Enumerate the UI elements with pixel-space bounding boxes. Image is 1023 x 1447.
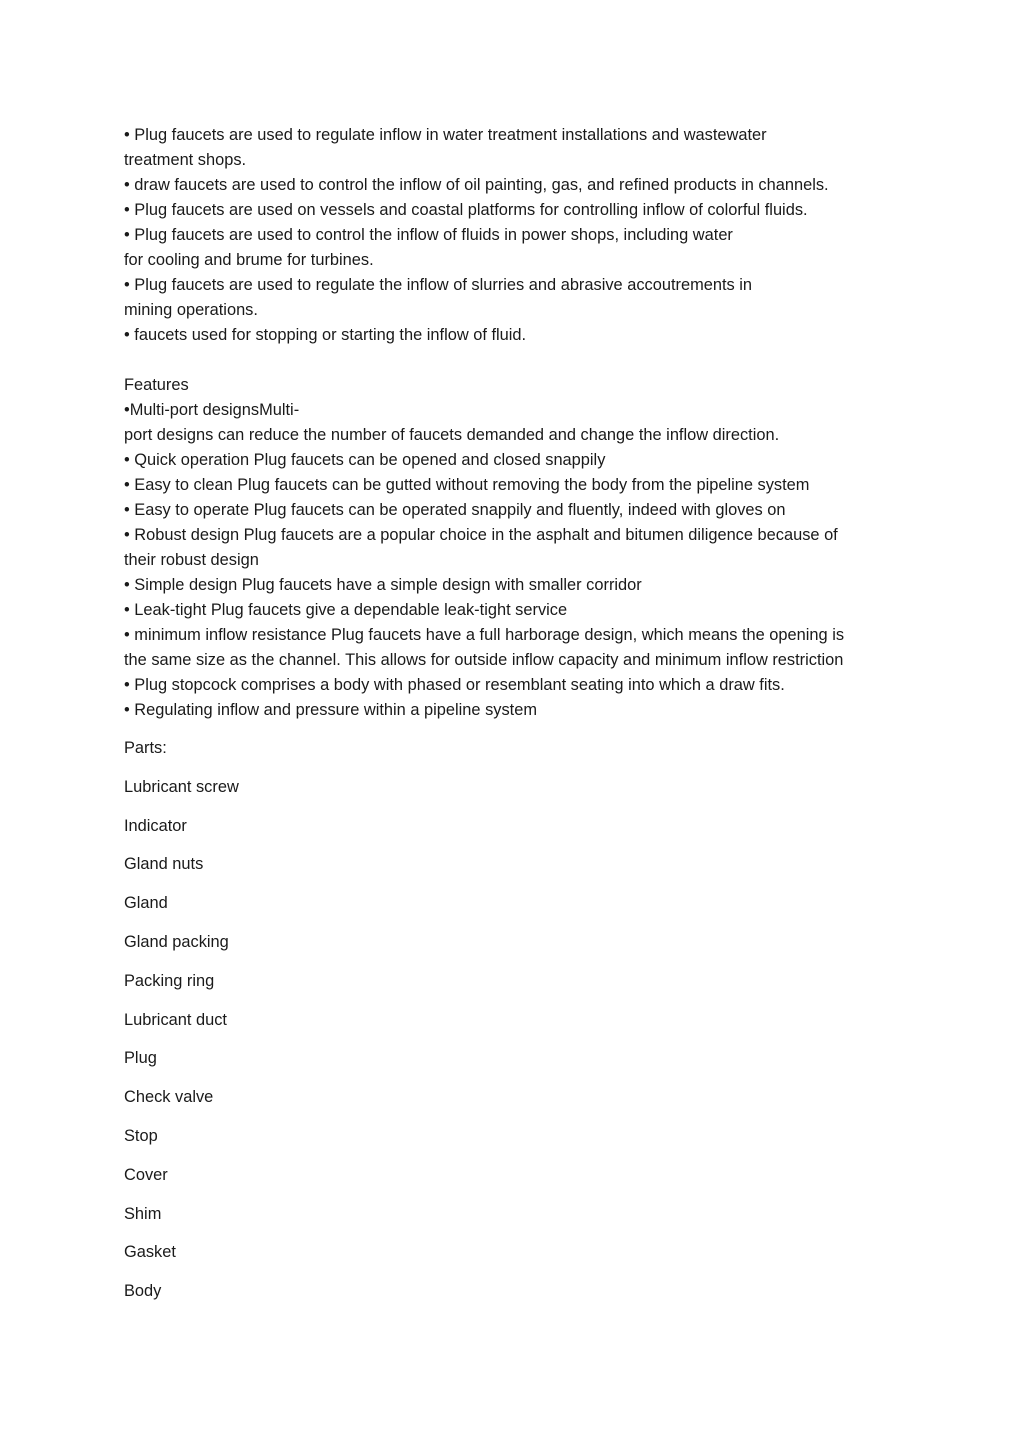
part-item: Body xyxy=(124,1282,162,1301)
part-item: Shim xyxy=(124,1204,162,1223)
parts-heading: Parts: xyxy=(124,739,167,757)
uses-line: treatment shops. xyxy=(124,151,247,169)
part-item: Plug xyxy=(124,1049,157,1068)
feature-line: • Plug stopcock comprises a body with phased or resemblant seating into which a draw fits. xyxy=(124,676,785,694)
part-item: Indicator xyxy=(124,816,187,835)
parts-section xyxy=(124,736,904,1304)
document-page xyxy=(124,123,904,1304)
part-item: Lubricant duct xyxy=(124,1010,227,1029)
features-section xyxy=(124,373,904,723)
uses-line: • draw faucets are used to control the inflow of oil painting, gas, and refined products in channels. xyxy=(124,176,829,194)
feature-line: • Easy to operate Plug faucets can be operated snappily and fluently, indeed with gloves on xyxy=(124,501,786,519)
part-item: Gland xyxy=(124,894,168,913)
feature-line: • Robust design Plug faucets are a popular choice in the asphalt and bitumen diligence because of xyxy=(124,526,838,544)
part-item: Packing ring xyxy=(124,971,215,990)
uses-line: • faucets used for stopping or starting the inflow of fluid. xyxy=(124,326,527,344)
uses-line: • Plug faucets are used to regulate inflow in water treatment installations and wastewater xyxy=(124,126,767,144)
feature-line: • Simple design Plug faucets have a simple design with smaller corridor xyxy=(124,576,642,594)
uses-line: mining operations. xyxy=(124,301,258,319)
part-item: Lubricant screw xyxy=(124,777,239,796)
paragraph-gap xyxy=(124,348,904,373)
part-item: Gland packing xyxy=(124,932,229,951)
feature-line: • Leak-tight Plug faucets give a dependable leak-tight service xyxy=(124,601,568,619)
uses-line: • Plug faucets are used to control the inflow of fluids in power shops, including water xyxy=(124,226,733,244)
feature-line: their robust design xyxy=(124,551,259,569)
feature-line: • Quick operation Plug faucets can be opened and closed snappily xyxy=(124,451,606,469)
feature-line: • minimum inflow resistance Plug faucets have a full harborage design, which means the opening is xyxy=(124,626,845,644)
uses-line: for cooling and brume for turbines. xyxy=(124,251,374,269)
part-item: Cover xyxy=(124,1165,168,1184)
part-item: Gasket xyxy=(124,1243,176,1262)
feature-line: • Easy to clean Plug faucets can be gutted without removing the body from the pipeline system xyxy=(124,476,810,494)
feature-line: the same size as the channel. This allows for outside inflow capacity and minimum inflow restriction xyxy=(124,651,844,669)
features-heading: Features xyxy=(124,376,189,394)
feature-line: port designs can reduce the number of faucets demanded and change the inflow direction. xyxy=(124,426,780,444)
feature-line: •Multi-port designsMulti- xyxy=(124,401,300,419)
feature-line: • Regulating inflow and pressure within a pipeline system xyxy=(124,701,537,719)
uses-line: • Plug faucets are used to regulate the inflow of slurries and abrasive accoutrements in xyxy=(124,276,753,294)
part-item: Gland nuts xyxy=(124,855,204,874)
part-item: Check valve xyxy=(124,1088,214,1107)
uses-section xyxy=(124,123,904,348)
part-item: Stop xyxy=(124,1126,158,1145)
uses-line: • Plug faucets are used on vessels and coastal platforms for controlling inflow of colorful fluids. xyxy=(124,201,808,219)
